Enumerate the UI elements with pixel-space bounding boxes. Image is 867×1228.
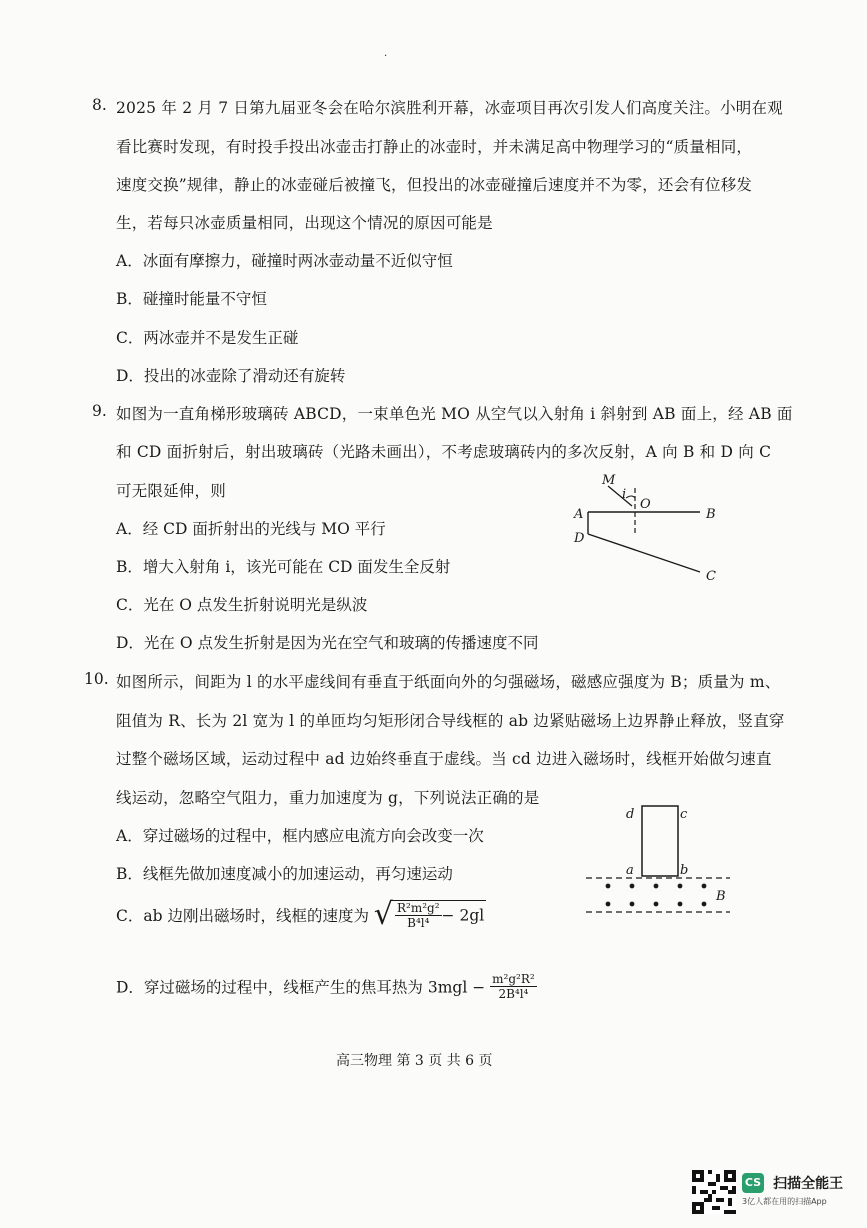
- label-a: A: [574, 507, 584, 522]
- label-field-b: B: [716, 889, 726, 904]
- brand-slogan: 3亿人都在用的扫描App: [742, 1197, 827, 1206]
- label-m: M: [602, 473, 616, 488]
- field-dots: [606, 884, 707, 907]
- option-c-tail: − 2gl: [441, 906, 485, 925]
- q10-option-d: [116, 972, 537, 1001]
- sqrt-body: [393, 900, 486, 930]
- q8-option-a: A．冰面有摩擦力，碰撞时两冰壶动量不近似守恒: [116, 252, 453, 270]
- q10-field-figure: [580, 800, 740, 920]
- q8-option-c: C．两冰壶并不是发生正碰: [116, 329, 299, 347]
- edge-dc: [588, 534, 700, 572]
- option-c-denominator: B⁴l⁴: [407, 916, 430, 930]
- q10-line-4: 线运动，忽略空气阻力，重力加速度为 g，下列说法正确的是: [116, 789, 540, 807]
- q8-line-3: 速度交换”规律，静止的冰壶碰后被撞飞，但投出的冰壶碰撞后速度并不为零，还会有位移发: [116, 176, 753, 194]
- label-i: i: [622, 487, 627, 502]
- scanner-brand: [742, 1172, 844, 1206]
- ray-mo: [608, 486, 632, 506]
- q10-number: 10.: [84, 670, 109, 688]
- q10-line-2: 阻值为 R、长为 2l 宽为 l 的单匝均匀矩形闭合导线框的 ab 边紧贴磁场上边界静止释放，竖直穿: [116, 712, 785, 730]
- q8-option-b: B．碰撞时能量不守恒: [116, 290, 267, 308]
- q8-line-1: 2025 年 2 月 7 日第九届亚冬会在哈尔滨胜利开幕，冰壶项目再次引发人们高度关注。小明在观: [116, 99, 783, 117]
- cs-logo-icon: CS: [742, 1173, 764, 1193]
- page-footer: 高三物理 第 3 页 共 6 页: [336, 1053, 493, 1069]
- label-o: O: [640, 497, 651, 512]
- label-d: d: [626, 807, 635, 822]
- q10-line-1: 如图所示，间距为 l 的水平虚线间有垂直于纸面向外的匀强磁场，磁感应强度为 B；质量为 m、: [116, 673, 781, 691]
- option-d-denominator: 2B⁴l⁴: [498, 987, 529, 1001]
- q9-line-1: 如图为一直角梯形玻璃砖 ABCD，一束单色光 MO 从空气以入射角 i 斜射到 AB 面上，经 AB 面: [116, 405, 793, 423]
- qr-code: [692, 1170, 736, 1214]
- label-b: b: [680, 863, 689, 878]
- q10-option-d-text: D．穿过磁场的过程中，线框产生的焦耳热为 3mgl −: [116, 978, 486, 997]
- brand-name: 扫描全能王: [773, 1175, 844, 1192]
- q10-option-c: [116, 897, 486, 932]
- label-b: B: [706, 507, 716, 522]
- q10-option-c-text: C．ab 边刚出磁场时，线框的速度为: [116, 907, 369, 925]
- q8-number: 8.: [92, 96, 107, 114]
- q10-line-3: 过整个磁场区域，运动过程中 ad 边始终垂直于虚线。当 cd 边进入磁场时，线框开始做匀速直: [116, 750, 772, 768]
- q9-number: 9.: [92, 402, 107, 420]
- option-d-fraction: [490, 972, 537, 1001]
- option-d-numerator: m²g²R²: [492, 972, 535, 986]
- q9-line-3: 可无限延伸，则: [116, 482, 226, 500]
- q8-line-2: 看比赛时发现，有时投手投出冰壶击打静止的冰壶时，并未满足高中物理学习的“质量相同，: [116, 138, 753, 156]
- q9-option-c: C．光在 O 点发生折射说明光是纵波: [116, 596, 368, 614]
- q9-trapezoid-figure: [560, 468, 740, 588]
- angle-arc: [626, 496, 635, 498]
- q8-option-d: D．投出的冰壶除了滑动还有旋转: [116, 367, 346, 385]
- option-c-numerator: R²m²g²: [397, 901, 440, 915]
- q9-option-b: B．增大入射角 i，该光可能在 CD 面发生全反射: [116, 558, 451, 576]
- q9-option-a: A．经 CD 面折射出的光线与 MO 平行: [116, 520, 386, 538]
- q10-option-a: A．穿过磁场的过程中，框内感应电流方向会改变一次: [116, 827, 484, 845]
- wire-frame: [642, 806, 678, 876]
- top-dot: .: [384, 48, 388, 59]
- sqrt-sign: √: [373, 897, 394, 932]
- q9-line-2: 和 CD 面折射后，射出玻璃砖（光路未画出），不考虑玻璃砖内的多次反射，A 向 B 和 D 向 C: [116, 443, 772, 461]
- q9-option-d: D．光在 O 点发生折射是因为光在空气和玻璃的传播速度不同: [116, 634, 539, 652]
- label-c: c: [680, 807, 688, 822]
- option-c-fraction: [395, 901, 442, 930]
- q8-line-4: 生，若每只冰壶质量相同，出现这个情况的原因可能是: [116, 214, 493, 232]
- label-a: a: [626, 863, 634, 878]
- q10-option-b: B．线框先做加速度减小的加速运动，再匀速运动: [116, 865, 453, 883]
- label-c: C: [706, 569, 716, 584]
- label-d: D: [574, 531, 585, 546]
